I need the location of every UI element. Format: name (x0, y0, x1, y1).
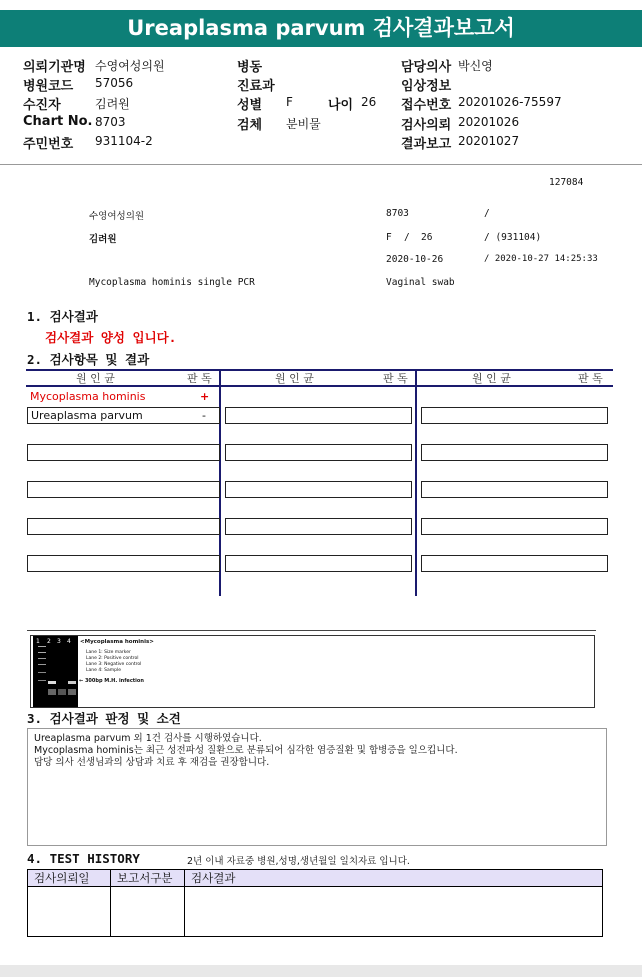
col1-organism-header: 원 인 균 (76, 372, 115, 385)
hospital-label: 의뢰기관명 (23, 60, 86, 75)
ward-label: 병동 (237, 60, 263, 75)
patient-value: 김려원 (95, 97, 130, 111)
report-id: 127084 (549, 177, 584, 188)
gel-legend-4: Lane 4: Sample (86, 668, 121, 673)
history-col-report-type: 보고서구분 (110, 869, 185, 887)
request-date-label: 검사의뢰 (401, 118, 452, 133)
empty-row (27, 444, 220, 461)
hospital-code-label: 병원코드 (23, 79, 74, 94)
section4-heading: 4. TEST HISTORY (27, 851, 140, 866)
info-hospital: 수영여성의원 (89, 211, 145, 222)
gel-legend-3: Lane 3: Negative control (86, 662, 142, 667)
organism-name: Mycoplasma hominis (30, 390, 146, 403)
hospital-value: 수영여성의원 (95, 59, 165, 73)
sex-label: 성별 (237, 98, 263, 113)
col2-organism-header: 원 인 균 (275, 372, 314, 385)
clinical-info-label: 임상정보 (401, 79, 452, 94)
specimen-label: 검체 (237, 118, 263, 133)
history-note: 2년 이내 자료중 병원,성명,생년월일 일치자료 입니다. (187, 856, 410, 867)
specimen-value: 분비물 (286, 117, 321, 131)
empty-row (421, 518, 608, 535)
history-cell (110, 886, 185, 937)
info-test-name: Mycoplasma hominis single PCR (89, 277, 255, 288)
col3-result-header: 판 독 (578, 372, 603, 385)
info-request-date: 2020-10-26 (386, 254, 444, 265)
empty-row (225, 555, 412, 572)
gel-lane-4: 4 (67, 638, 71, 645)
column-divider-2 (415, 370, 417, 596)
chart-no-value: 8703 (95, 115, 126, 129)
empty-row (421, 481, 608, 498)
request-date-value: 20201026 (458, 115, 520, 129)
info-report-datetime: / 2020-10-27 14:25:33 (484, 254, 598, 264)
col2-result-header: 판 독 (383, 372, 408, 385)
empty-row (421, 444, 608, 461)
report-date-label: 결과보고 (401, 137, 452, 152)
col1-result-header: 판 독 (187, 372, 212, 385)
info-slash: / (484, 208, 490, 219)
patient-label: 수진자 (23, 98, 61, 113)
report-title: Ureaplasma parvum 검사결과보고서 (0, 10, 642, 47)
department-label: 진료과 (237, 79, 275, 94)
age-value: 26 (361, 95, 377, 109)
opinion-box (27, 728, 607, 846)
empty-row (421, 407, 608, 424)
gel-band-label: ← 300bp M.H. infection (79, 678, 144, 684)
gel-legend-1: Lane 1: Size marker (86, 650, 131, 655)
info-specimen: Vaginal swab (386, 277, 455, 288)
doctor-value: 박신영 (458, 59, 493, 73)
section2-heading: 2. 검사항목 및 결과 (27, 352, 150, 367)
sex-value: F (286, 95, 293, 109)
report-header (0, 52, 642, 162)
history-col-result: 검사결과 (184, 869, 603, 887)
section1-heading: 1. 검사결과 (27, 309, 98, 324)
empty-row (27, 518, 220, 535)
history-cell (184, 886, 603, 937)
opinion-line: Mycoplasma hominis는 최근 성전파성 질환으로 분류되어 심각한 염증질환 및 합병증을 일으킵니다. (34, 745, 458, 756)
age-label: 나이 (328, 98, 354, 113)
resident-no-value: 931104-2 (95, 134, 153, 148)
empty-row (27, 555, 220, 572)
result-row-positive (27, 389, 220, 405)
gel-lane-3: 3 (57, 638, 61, 645)
resident-no-label: 주민번호 (23, 137, 74, 152)
doctor-label: 담당의사 (401, 60, 452, 75)
gel-band-text: 300bp M.H. infection (84, 678, 144, 684)
gel-top-rule (27, 630, 596, 631)
col3-organism-header: 원 인 균 (472, 372, 511, 385)
chart-no-label: Chart No. (23, 114, 93, 129)
organism-name: Ureaplasma parvum (31, 409, 143, 422)
organism-result: + (200, 390, 210, 403)
section3-heading: 3. 검사결과 판정 및 소견 (27, 711, 181, 726)
info-sex-age-sep: / (404, 232, 410, 243)
empty-row (225, 518, 412, 535)
receipt-no-value: 20201026-75597 (458, 95, 562, 109)
empty-row (225, 481, 412, 498)
organism-result: - (202, 409, 206, 422)
header-divider (0, 164, 642, 165)
result-summary: 검사결과 양성 입니다. (45, 330, 177, 345)
empty-row (225, 444, 412, 461)
result-row (27, 407, 220, 424)
info-sex: F (386, 232, 392, 243)
history-cell (27, 886, 111, 937)
gel-legend-2: Lane 2: Positive control (86, 656, 139, 661)
empty-row (421, 555, 608, 572)
history-col-request-date: 검사의뢰일 (27, 869, 111, 887)
gel-title: <Mycoplasma hominis> (80, 639, 154, 645)
report-date-value: 20201027 (458, 134, 520, 148)
opinion-line: 담당 의사 선생님과의 상담과 치료 후 재검을 권장합니다. (34, 757, 270, 768)
empty-row (27, 481, 220, 498)
receipt-no-label: 접수번호 (401, 98, 452, 113)
gel-lane-1: 1 (36, 638, 40, 645)
info-age: 26 (421, 232, 433, 243)
info-birth: / (931104) (484, 232, 542, 243)
info-patient: 김려원 (89, 234, 117, 245)
info-chart: 8703 (386, 208, 409, 219)
gel-lane-2: 2 (47, 638, 51, 645)
gel-figure (30, 635, 595, 708)
empty-row (225, 407, 412, 424)
gel-electrophoresis-image (33, 636, 78, 707)
hospital-code-value: 57056 (95, 76, 134, 90)
opinion-line: Ureaplasma parvum 외 1건 검사를 시행하였습니다. (34, 733, 262, 744)
